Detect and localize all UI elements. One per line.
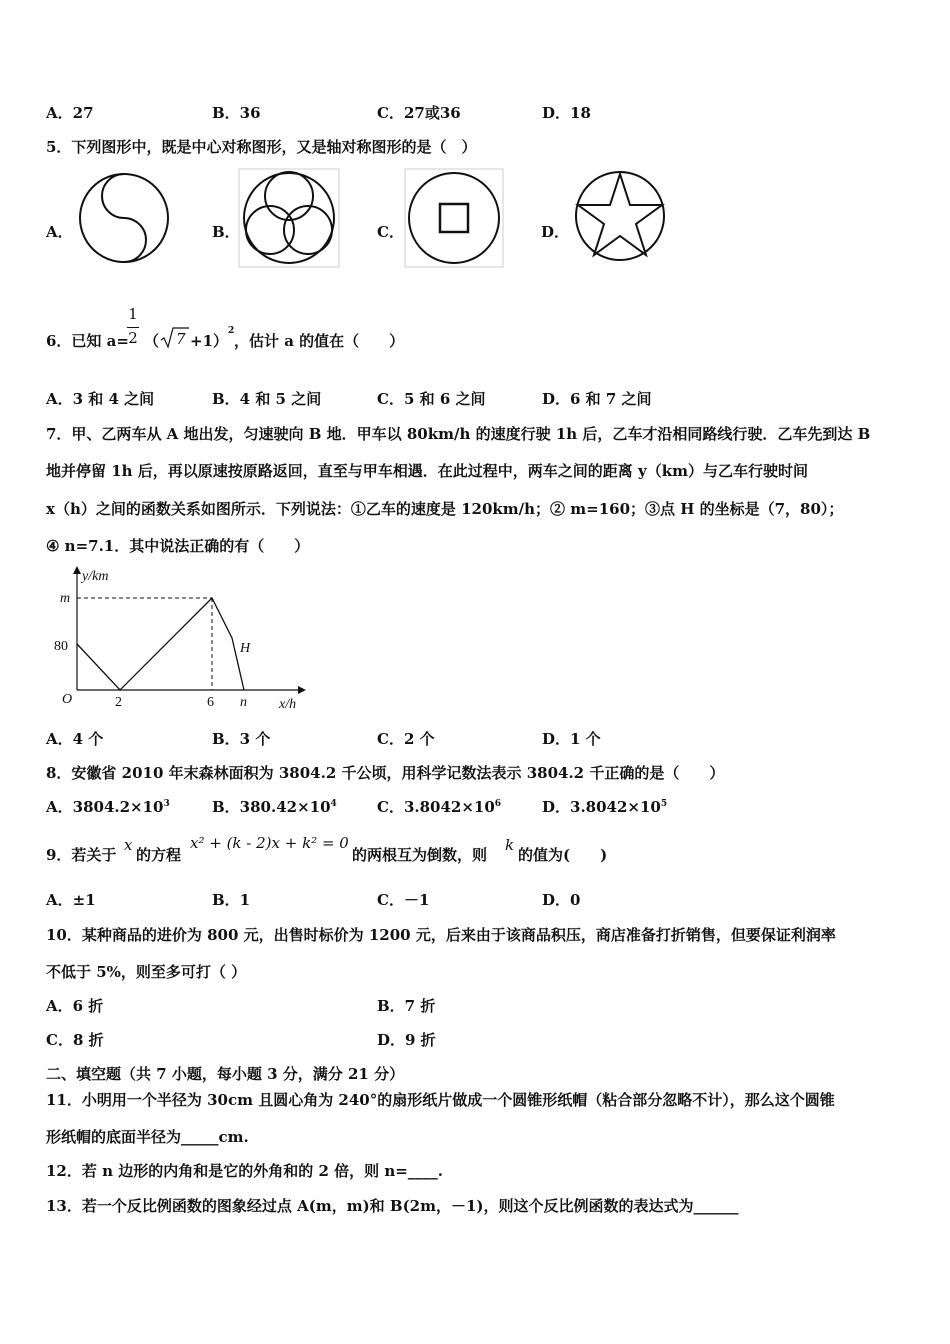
q7-line-2: 地并停留 1h 后，再以原速按原路返回，直至与甲车相遇．在此过程中，两车之间的距离 y（km）与乙车行驶时间 bbox=[46, 462, 808, 480]
q5-label-b: B． bbox=[212, 223, 240, 241]
q6-fraction-numerator: 1 bbox=[128, 305, 138, 323]
q6-option-b: B．4 和 5 之间 bbox=[212, 390, 322, 408]
q6-options bbox=[46, 388, 906, 410]
q11-line-2: 形纸帽的底面半径为_____cm. bbox=[46, 1128, 249, 1146]
q9-option-a: A．±1 bbox=[46, 891, 96, 909]
q6-tail: +1） bbox=[190, 332, 229, 350]
q7-x-axis-arrow-icon bbox=[298, 686, 306, 694]
q9-option-b: B．1 bbox=[212, 891, 251, 909]
q10-options-row-2 bbox=[46, 1029, 906, 1051]
q10-line-1: 10．某种商品的进价为 800 元，出售时标价为 1200 元，后来由于该商品积压，商店准备打折销售，但要保证利润率 bbox=[46, 926, 836, 944]
q9-option-d: D．0 bbox=[542, 891, 581, 909]
q7-origin-label: O bbox=[62, 692, 73, 707]
q6-paren-open: （ bbox=[144, 332, 160, 350]
q9-equation: x² + (k - 2)x + k² = 0 bbox=[190, 834, 349, 852]
q5-figure-d-star-circle-icon bbox=[572, 168, 668, 264]
q10-line-2: 不低于 5%，则至多可打（ ） bbox=[46, 963, 247, 981]
q5-label-d: D． bbox=[541, 223, 570, 241]
q7-options bbox=[46, 728, 906, 750]
q7-option-d: D．1 个 bbox=[542, 730, 601, 748]
q9-middle: 的方程 bbox=[136, 846, 182, 864]
q6-power: 2 bbox=[228, 326, 235, 336]
q6-suffix: ，估计 a 的值在（ ） bbox=[234, 332, 405, 350]
q9-suffix-2: 的值为( ) bbox=[518, 846, 608, 864]
q8-option-a-base: A．3804.2×10 bbox=[46, 798, 164, 816]
q7-option-b: B．3 个 bbox=[212, 730, 271, 748]
q8-stem: 8．安徽省 2010 年末森林面积为 3804.2 千公顷，用科学记数法表示 3804.2 千正确的是（ ） bbox=[46, 764, 725, 782]
q5-label-c: C． bbox=[377, 223, 404, 241]
q8-option-d bbox=[542, 796, 667, 817]
q4-option-a: A．27 bbox=[46, 104, 94, 122]
q8-option-d-base: D．3.8042×10 bbox=[542, 798, 661, 816]
q8-option-c-base: C．3.8042×10 bbox=[377, 798, 495, 816]
q7-y-tick-80: 80 bbox=[54, 639, 68, 654]
q12-text: 12．若 n 边形的内角和是它的外角和的 2 倍，则 n=____. bbox=[46, 1162, 444, 1180]
q5-label-a: A． bbox=[46, 223, 73, 241]
q7-option-c: C．2 个 bbox=[377, 730, 435, 748]
q13-text: 13．若一个反比例函数的图象经过点 A(m，m)和 B(2m，－1)，则这个反比例函数的表达式为______ bbox=[46, 1197, 739, 1215]
q7-x-tick-n: n bbox=[240, 695, 247, 710]
q4-option-d: D．18 bbox=[542, 104, 591, 122]
q6-prefix: 6．已知 a= bbox=[46, 332, 129, 350]
q8-option-b-exp: 4 bbox=[330, 799, 337, 809]
q5-figure-b-three-petal-icon bbox=[238, 168, 340, 268]
q5-figure-c-square-circle-icon bbox=[404, 168, 504, 268]
q7-line-3: x（h）之间的函数关系如图所示．下列说法：①乙车的速度是 120km/h；② m=160；③点 H 的坐标是（7，80）； bbox=[46, 500, 844, 518]
q9-option-c: C．－1 bbox=[377, 891, 430, 909]
q8-option-c bbox=[377, 796, 501, 817]
q7-option-a: A．4 个 bbox=[46, 730, 104, 748]
q8-option-a bbox=[46, 796, 170, 817]
q8-options bbox=[46, 796, 906, 818]
q6-fraction-denominator: 2 bbox=[128, 329, 138, 347]
q7-function-line bbox=[77, 598, 244, 690]
q9-options bbox=[46, 889, 906, 911]
q7-x-tick-6: 6 bbox=[207, 695, 214, 710]
q7-point-h-label: H bbox=[240, 641, 251, 656]
q10-option-d: D．9 折 bbox=[377, 1031, 436, 1049]
q7-y-tick-m: m bbox=[60, 591, 71, 606]
q11-line-1: 11．小明用一个半径为 30cm 且圆心角为 240°的扇形纸片做成一个圆锥形纸帽（粘合部分忽略不计），那么这个圆锥 bbox=[46, 1091, 835, 1109]
q9-var-x: x bbox=[124, 836, 133, 854]
q6-option-a: A．3 和 4 之间 bbox=[46, 390, 155, 408]
q8-option-a-exp: 3 bbox=[163, 799, 170, 809]
q10-option-a: A．6 折 bbox=[46, 997, 104, 1015]
q7-y-axis-arrow-icon bbox=[73, 566, 81, 574]
q4-options bbox=[46, 102, 906, 124]
q6-fraction-bar bbox=[127, 327, 139, 328]
q7-line-1: 7．甲、乙两车从 A 地出发，匀速驶向 B 地．甲车以 80km/h 的速度行驶 1h 后，乙车才沿相同路线行驶．乙车先到达 B bbox=[46, 425, 871, 443]
q8-option-b bbox=[212, 796, 337, 817]
q8-option-c-exp: 6 bbox=[494, 799, 502, 809]
q9-prefix: 9．若关于 bbox=[46, 846, 117, 864]
q6-option-d: D．6 和 7 之间 bbox=[542, 390, 652, 408]
q7-y-axis-label: y/km bbox=[82, 569, 109, 584]
q7-x-tick-2: 2 bbox=[115, 695, 122, 710]
q9-var-k: k bbox=[505, 836, 515, 854]
q4-option-b: B．36 bbox=[212, 104, 261, 122]
q6-sqrt-argument: 7 bbox=[176, 330, 186, 348]
q7-distance-graph bbox=[46, 566, 306, 714]
q6-option-c: C．5 和 6 之间 bbox=[377, 390, 486, 408]
q9-suffix-1: 的两根互为倒数，则 bbox=[352, 846, 488, 864]
q8-option-b-base: B．380.42×10 bbox=[212, 798, 331, 816]
q8-option-d-exp: 5 bbox=[660, 799, 668, 809]
q5-stem: 5．下列图形中，既是中心对称图形，又是轴对称图形的是（ ） bbox=[46, 138, 477, 156]
q10-options-row-1 bbox=[46, 995, 906, 1017]
section-2-title: 二、填空题（共 7 小题，每小题 3 分，满分 21 分） bbox=[46, 1065, 405, 1083]
q7-x-axis-label: x/h bbox=[279, 697, 297, 712]
q4-option-c: C．27或36 bbox=[377, 104, 461, 122]
q5-figure-a-yin-yang-icon bbox=[76, 170, 172, 266]
q7-line-4: ④ n=7.1．其中说法正确的有（ ） bbox=[46, 537, 310, 555]
q10-option-c: C．8 折 bbox=[46, 1031, 104, 1049]
q10-option-b: B．7 折 bbox=[377, 997, 436, 1015]
